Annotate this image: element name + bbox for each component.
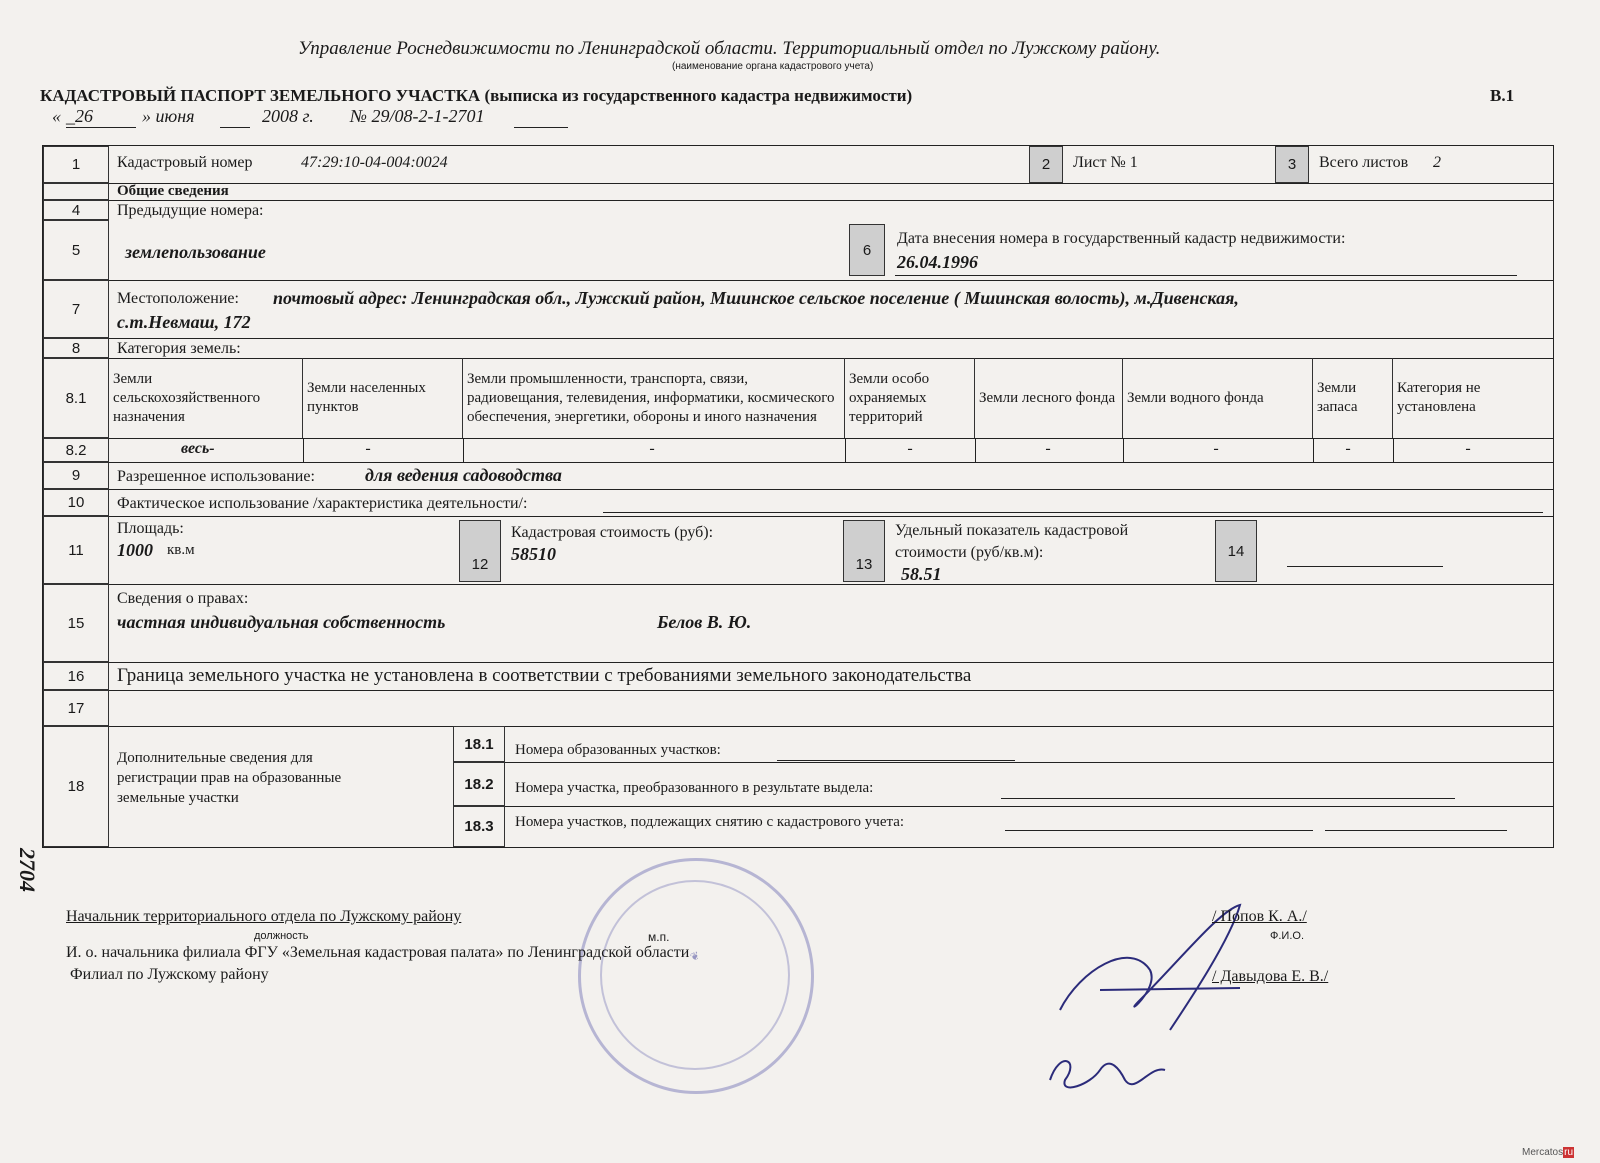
row-number: 2: [1029, 146, 1063, 183]
total-sheets-value: 2: [1433, 154, 1441, 171]
cadastral-cost-value: 58510: [511, 544, 556, 564]
row-number: 3: [1275, 146, 1309, 183]
seal-emblem: ❦: [688, 949, 702, 965]
document-title: КАДАСТРОВЫЙ ПАСПОРТ ЗЕМЕЛЬНОГО УЧАСТКА (выписка из государственного кадастра недвижимости): [40, 86, 913, 105]
chief-name: / Попов К. А./: [1212, 908, 1307, 925]
acting-head-name: / Давыдова Е. В./: [1212, 968, 1329, 985]
previous-numbers-value: землепользование: [125, 242, 266, 262]
seal-caption: м.п.: [648, 930, 670, 944]
date-open-quote: «: [52, 106, 61, 126]
row-number: 1: [43, 146, 109, 183]
previous-numbers-label: Предыдущие номера:: [117, 202, 264, 219]
permitted-use-value: для ведения садоводства: [365, 465, 562, 485]
owner-name: Белов В. Ю.: [657, 612, 752, 632]
category-undefined: Категория не установлена: [1397, 380, 1481, 415]
cadastral-table: [42, 145, 1554, 848]
location-value-line1: почтовый адрес: Ленинградская обл., Лужский район, Мшинское сельское поселение ( Мшинская волость), м.Дивенская,: [273, 288, 1239, 308]
row-number: 8.2: [43, 438, 109, 462]
signature-davydova: [1040, 1040, 1180, 1110]
category-value-dash: -: [907, 440, 913, 457]
entry-date-value: 26.04.1996: [897, 252, 978, 272]
margin-note: 2704: [15, 848, 40, 892]
row-number: 8: [43, 338, 109, 358]
category-protected: Земли особо охраняемых территорий: [845, 358, 975, 438]
row-number: 16: [43, 662, 109, 690]
date-year: 2008 г.: [262, 106, 314, 126]
watermark-brand: Mercatos: [1522, 1147, 1564, 1158]
row-number: 14: [1215, 520, 1257, 582]
category-value-dash: -: [1213, 440, 1219, 457]
row-number: 5: [43, 220, 109, 280]
cadastral-number-value: 47:29:10-04-004:0024: [301, 154, 448, 171]
area-value: 1000: [117, 540, 153, 560]
specific-cost-value: 58.51: [901, 564, 942, 584]
rights-value: частная индивидуальная собственность: [117, 612, 446, 632]
location-label: Местоположение:: [117, 290, 239, 307]
extra-info-line3: земельные участки: [117, 790, 239, 806]
transformed-plot-label: Номера участка, преобразованного в результате выдела:: [515, 780, 874, 796]
row-number: 10: [43, 489, 109, 516]
sheet-number: Лист № 1: [1073, 154, 1138, 171]
branch-name: Филиал по Лужскому району: [70, 966, 269, 983]
row-number: 9: [43, 462, 109, 489]
general-info-heading: Общие сведения: [117, 183, 229, 199]
extra-info-line1: Дополнительные сведения для: [117, 750, 313, 766]
category-value-dash: -: [365, 440, 371, 457]
authority-caption: (наименование органа кадастрового учета): [672, 61, 874, 72]
land-category-label: Категория земель:: [117, 340, 241, 357]
acting-head-title: И. о. начальника филиала ФГУ «Земельная кадастровая палата» по Ленинградской области: [66, 944, 690, 961]
cadastral-cost-label: Кадастровая стоимость (руб):: [511, 524, 714, 541]
category-agricultural: Земли сельскохозяйственного назначения: [109, 358, 303, 438]
area-label: Площадь:: [117, 520, 184, 537]
category-water: Земли водного фонда: [1123, 358, 1313, 438]
form-code: В.1: [1490, 86, 1515, 105]
row-number: 13: [843, 520, 885, 582]
location-value-line2: с.т.Невмаш, 172: [117, 312, 251, 332]
category-reserve: Земли запаса: [1313, 358, 1393, 438]
row-number: 11: [43, 516, 109, 584]
permitted-use-label: Разрешенное использование:: [117, 468, 315, 485]
removed-plots-label: Номера участков, подлежащих снятию с кадастрового учета:: [515, 814, 905, 830]
category-industry: Земли промышленности, транспорта, связи, радиовещания, телевидения, информатики, космического обеспечения, энергетики, обороны и иного назначения: [463, 358, 845, 438]
document-number: № 29/08-2-1-2701: [350, 106, 485, 126]
category-value-dash: -: [1465, 440, 1471, 457]
category-value-dash: -: [649, 440, 655, 457]
date-day: _26: [66, 106, 136, 128]
row-number: 18: [43, 726, 109, 847]
position-caption: должность: [254, 930, 309, 942]
row-number: 15: [43, 584, 109, 662]
chief-title: Начальник территориального отдела по Лужскому району: [66, 908, 462, 925]
row-number: 18.2: [453, 762, 505, 806]
specific-cost-label-2: стоимости (руб/кв.м):: [895, 544, 1044, 561]
watermark: [1522, 1147, 1574, 1158]
formed-plots-label: Номера образованных участков:: [515, 742, 721, 758]
row-number: 12: [459, 520, 501, 582]
extra-info-line2: регистрации прав на образованные: [117, 770, 342, 786]
rights-label: Сведения о правах:: [117, 590, 249, 607]
actual-use-label: Фактическое использование /характеристика деятельности/:: [117, 495, 528, 512]
total-sheets-label: Всего листов: [1319, 154, 1409, 171]
row-number: 18.1: [453, 726, 505, 762]
entry-date-label: Дата внесения номера в государственный кадастр недвижимости:: [897, 230, 1346, 247]
specific-cost-label-1: Удельный показатель кадастровой: [895, 522, 1129, 539]
authority-name: Управление Роснедвижимости по Ленинградской области. Территориальный отдел по Лужскому району.: [298, 38, 1161, 59]
category-value-dash: -: [1045, 440, 1051, 457]
row-number: 8.1: [43, 358, 109, 438]
category-forest: Земли лесного фонда: [975, 358, 1123, 438]
date-month: » июня: [142, 106, 195, 126]
row-number: 7: [43, 280, 109, 338]
row-number: 18.3: [453, 806, 505, 847]
row-number: 6: [849, 224, 885, 276]
category-value-dash: -: [1345, 440, 1351, 457]
cadastral-number-label: Кадастровый номер: [117, 154, 253, 171]
row-number: 4: [43, 200, 109, 220]
category-settlements: Земли населенных пунктов: [303, 358, 463, 438]
watermark-tld: ru: [1564, 1147, 1574, 1158]
row-number-empty: [43, 183, 109, 200]
boundary-note: Граница земельного участка не установлена в соответствии с требованиями земельного законодательства: [117, 665, 972, 686]
fio-caption: Ф.И.О.: [1270, 930, 1304, 942]
area-unit: кв.м: [167, 542, 195, 558]
row-number: 17: [43, 690, 109, 726]
category-value-agricultural: весь-: [181, 440, 215, 457]
